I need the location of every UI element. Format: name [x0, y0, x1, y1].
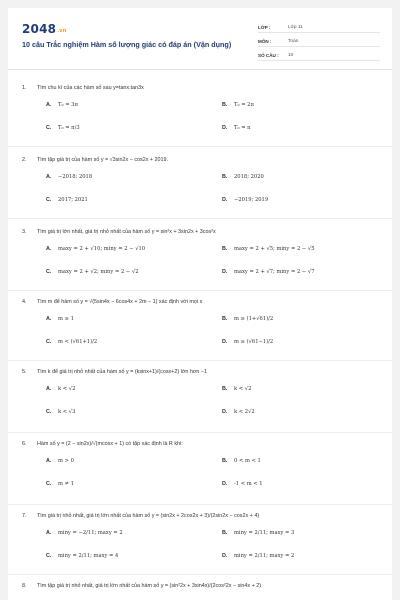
- site-logo[interactable]: [22, 22, 67, 36]
- option-text: k < √2: [234, 386, 252, 392]
- option-text: maxy = 2 + √10; miny = 2 − √10: [58, 246, 146, 252]
- question-8: [22, 582, 378, 590]
- option-text: T₀ = π: [234, 125, 251, 131]
- options: [22, 384, 378, 430]
- options: [22, 100, 378, 146]
- option-c[interactable]: C. k < √3: [46, 409, 76, 415]
- option-text: miny = −2/11; maxy = 2: [58, 530, 123, 536]
- question-text: Tìm giá trị lớn nhất, giá trị nhỏ nhất của hàm số y = sin²x + 3sin2x + 3cos²x: [37, 229, 216, 235]
- question-text: Tìm tập giá trị nhỏ nhất, giá trị lớn nhất của hàm số y = (sin²2x + 3sin4x)/(2cos²2x − sin4x + 2): [37, 583, 262, 589]
- option-d[interactable]: D. miny = 2/11; maxy = 2: [222, 553, 295, 559]
- question-text: Tìm chu kì của các hàm số sau y=tanx.tan3x: [37, 85, 144, 91]
- option-d[interactable]: D. maxy = 2 + √7; miny = 2 − √7: [222, 269, 315, 275]
- option-text: m ≠ 1: [58, 481, 74, 487]
- option-a[interactable]: A. T₀ = 3π: [46, 102, 78, 108]
- meta-row-count: [258, 50, 380, 61]
- options: [22, 456, 378, 502]
- option-text: m ≥ 1: [58, 316, 74, 322]
- divider: [8, 218, 392, 219]
- meta-value: 10: [288, 52, 294, 58]
- option-d[interactable]: D. k < 2√2: [222, 409, 255, 415]
- question-text: Tìm m để hàm số y = √(5sin4x − 6cos4x + 2m − 1) xác định với mọi x: [37, 299, 203, 305]
- option-b[interactable]: B. miny = 2/11; maxy = 3: [222, 530, 295, 536]
- option-c[interactable]: C. T₀ = π/3: [46, 125, 80, 131]
- option-text: miny = 2/11; maxy = 2: [234, 553, 295, 559]
- options: [22, 244, 378, 290]
- option-text: 2017; 2021: [58, 197, 88, 203]
- meta-label: SỐ CÂU :: [258, 52, 279, 58]
- logo-suffix: .vn: [57, 28, 67, 34]
- question-text: Tìm tập giá trị của hàm số y = √3sin2x − cos2x + 2019.: [37, 157, 169, 163]
- meta-label: LỚP :: [258, 24, 271, 30]
- option-text: m ≥ (√61−1)/2: [234, 339, 274, 345]
- option-c[interactable]: C. m < (√61+1)/2: [46, 339, 98, 345]
- option-b[interactable]: B. T₀ = 2π: [222, 102, 254, 108]
- meta-value: Toán: [288, 38, 299, 44]
- meta-table: [258, 22, 380, 64]
- question-4: [22, 298, 378, 360]
- option-d[interactable]: D. T₀ = π: [222, 125, 251, 131]
- option-b[interactable]: B. 0 < m < 1: [222, 458, 261, 464]
- question-6: [22, 440, 378, 502]
- option-text: m < (√61+1)/2: [58, 339, 98, 345]
- option-b[interactable]: B. m ≥ (1+√61)/2: [222, 316, 274, 322]
- question-5: [22, 368, 378, 430]
- option-text: 2018; 2020: [234, 174, 264, 180]
- option-a[interactable]: A. m ≥ 1: [46, 316, 74, 322]
- option-c[interactable]: C. maxy = 2 + √2; miny = 2 − √2: [46, 269, 139, 275]
- option-d[interactable]: D. m ≥ (√61−1)/2: [222, 339, 274, 345]
- question-text: Tìm giá trị nhỏ nhất, giá trị lớn nhất của hàm số y = (sin2x + 2cos2x + 3)/(2sin2x − cos2x + 4): [37, 513, 260, 519]
- options: [22, 172, 378, 218]
- option-text: k < √2: [58, 386, 76, 392]
- document-header: [8, 8, 392, 70]
- meta-row-subject: [258, 36, 380, 47]
- option-b[interactable]: B. 2018; 2020: [222, 174, 264, 180]
- question-number: 7.: [22, 513, 27, 519]
- option-text: m ≥ (1+√61)/2: [234, 316, 274, 322]
- question-3: [22, 228, 378, 290]
- option-c[interactable]: C. m ≠ 1: [46, 481, 74, 487]
- question-2: [22, 156, 378, 218]
- divider: [8, 574, 392, 575]
- divider: [8, 432, 392, 433]
- option-text: m > 0: [58, 458, 74, 464]
- logo-text: 2048: [22, 22, 57, 36]
- option-d[interactable]: D. −2019; 2019: [222, 197, 269, 203]
- question-number: 5.: [22, 369, 27, 375]
- meta-row-class: [258, 22, 380, 33]
- option-text: maxy = 2 + √2; miny = 2 − √2: [58, 269, 139, 275]
- meta-value: Lớp 11: [288, 24, 303, 30]
- option-a[interactable]: A. k < √2: [46, 386, 76, 392]
- question-7: [22, 512, 378, 574]
- document-title: 10 câu Trắc nghiệm Hàm số lượng giác có đáp án (Vận dụng): [22, 40, 232, 49]
- option-text: k < √3: [58, 409, 76, 415]
- option-a[interactable]: A. −2018; 2018: [46, 174, 93, 180]
- question-number: 6.: [22, 441, 27, 447]
- question-text: Tìm k để giá trị nhỏ nhất của hàm số y = (ksinx+1)/(cosx+2) lớn hơn −1: [37, 369, 208, 375]
- question-number: 4.: [22, 299, 27, 305]
- option-text: miny = 2/11; maxy = 3: [234, 530, 295, 536]
- option-b[interactable]: B. k < √2: [222, 386, 252, 392]
- question-number: 3.: [22, 229, 27, 235]
- option-c[interactable]: C. 2017; 2021: [46, 197, 88, 203]
- question-number: 1.: [22, 85, 27, 91]
- option-text: maxy = 2 + √5; miny = 2 − √5: [234, 246, 315, 252]
- document-page: [8, 8, 392, 600]
- option-text: k < 2√2: [234, 409, 255, 415]
- option-b[interactable]: B. maxy = 2 + √5; miny = 2 − √5: [222, 246, 315, 252]
- question-number: 8.: [22, 583, 27, 589]
- meta-label: MÔN :: [258, 38, 272, 44]
- option-text: maxy = 2 + √7; miny = 2 − √7: [234, 269, 315, 275]
- option-d[interactable]: D. -1 < m < 1: [222, 481, 263, 487]
- option-a[interactable]: A. miny = −2/11; maxy = 2: [46, 530, 123, 536]
- options: [22, 528, 378, 574]
- option-text: T₀ = π/3: [58, 125, 80, 131]
- option-text: T₀ = 3π: [58, 102, 78, 108]
- options: [22, 314, 378, 360]
- option-text: miny = 2/11; maxy = 4: [58, 553, 119, 559]
- option-text: −2019; 2019: [234, 197, 269, 203]
- question-1: [22, 84, 378, 146]
- option-c[interactable]: C. miny = 2/11; maxy = 4: [46, 553, 119, 559]
- question-text: Hàm số y = (2 − sin2x)/√(mcosx + 1) có tập xác định là R khi:: [37, 441, 183, 447]
- divider: [8, 146, 392, 147]
- option-a[interactable]: A. m > 0: [46, 458, 74, 464]
- question-number: 2.: [22, 157, 27, 163]
- divider: [8, 360, 392, 361]
- option-text: -1 < m < 1: [234, 481, 263, 487]
- option-a[interactable]: A. maxy = 2 + √10; miny = 2 − √10: [46, 246, 146, 252]
- divider: [8, 290, 392, 291]
- option-text: −2018; 2018: [58, 174, 93, 180]
- divider: [8, 504, 392, 505]
- option-text: 0 < m < 1: [234, 458, 261, 464]
- option-text: T₀ = 2π: [234, 102, 254, 108]
